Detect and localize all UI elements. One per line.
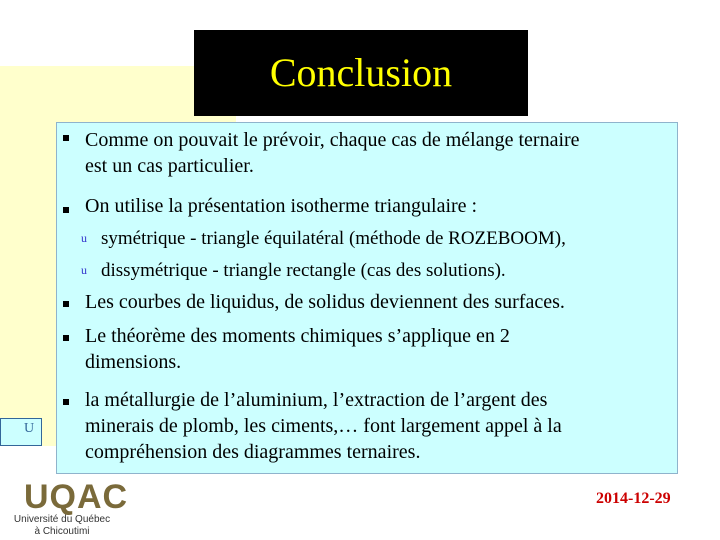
logo-subtitle-line: Université du Québec	[13, 514, 111, 525]
bullet-marker	[63, 207, 69, 213]
bullet-marker	[63, 135, 69, 141]
bullet-line: Les courbes de liquidus, de solidus deviennent des surfaces.	[85, 291, 565, 313]
bullet-marker	[63, 335, 69, 341]
logo-subtitle-line: à Chicoutimi	[34, 526, 90, 537]
sub-bullet-marker: u	[81, 231, 87, 245]
bullet-line: minerais de plomb, les ciments,… font largement appel à la	[85, 415, 562, 437]
bullet-item	[85, 387, 562, 465]
bullet-item	[85, 323, 510, 375]
bullet-marker	[63, 301, 69, 307]
stripe-label: U	[24, 421, 35, 436]
content-box	[56, 122, 678, 474]
bullet-line: la métallurgie de l’aluminium, l’extraction de l’argent des	[85, 389, 548, 411]
bullet-marker	[63, 399, 69, 405]
slide-title: Conclusion	[269, 50, 453, 95]
sub-bullet-item: dissymétrique - triangle rectangle (cas des solutions).	[101, 260, 506, 281]
logo-subtitle	[6, 514, 118, 538]
bullet-item	[85, 193, 477, 219]
logo-wordmark: UQAC	[24, 478, 129, 516]
decorative-stripe	[0, 418, 42, 446]
bullet-line: dimensions.	[85, 351, 182, 373]
bullet-line: On utilise la présentation isotherme triangulaire :	[85, 195, 478, 217]
bullet-item	[85, 127, 580, 179]
bullet-line: Le théorème des moments chimiques s’applique en 2	[85, 325, 510, 347]
uqac-logo	[6, 478, 129, 538]
bullet-line: compréhension des diagrammes ternaires.	[85, 441, 421, 463]
sub-bullet-item: symétrique - triangle équilatéral (méthode de ROZEBOOM),	[101, 228, 566, 249]
bullet-line: est un cas particulier.	[85, 155, 254, 177]
sub-bullet-marker: u	[81, 263, 87, 277]
slide-date: 2014-12-29	[596, 490, 671, 507]
title-box	[194, 30, 528, 116]
bullet-item	[85, 289, 565, 315]
bullet-line: Comme on pouvait le prévoir, chaque cas de mélange ternaire	[85, 129, 580, 151]
